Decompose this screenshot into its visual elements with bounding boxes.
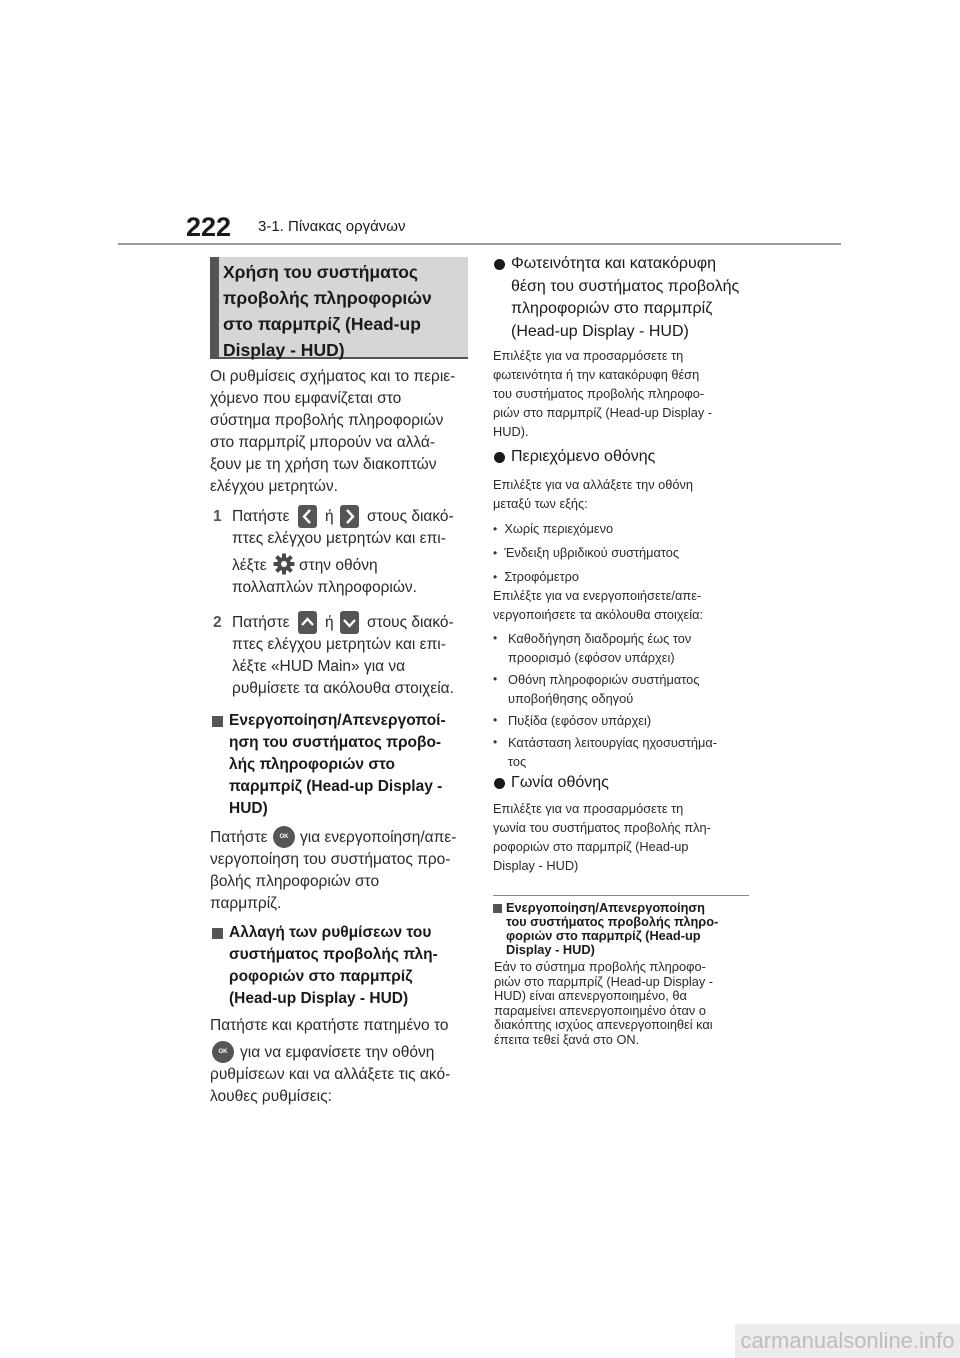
section-title-line: στο παρμπρίζ (Head-up bbox=[223, 314, 421, 334]
left-arrow-key-icon bbox=[298, 505, 317, 528]
step-1-text-line4: πολλαπλών πληροφοριών. bbox=[232, 579, 417, 596]
note-heading bbox=[506, 901, 756, 957]
step-2-text-b: ή bbox=[325, 614, 334, 631]
step-1-text-b: ή bbox=[325, 508, 334, 525]
gear-icon bbox=[273, 553, 295, 575]
text-line: ξουν με τη χρήση των διακοπτών bbox=[210, 456, 437, 473]
text-line: φωτεινότητα ή την κατακόρυφη θέση bbox=[493, 367, 700, 382]
p2-text-line3: ρυθμίσεων και να αλλάξετε τις ακό- bbox=[210, 1066, 451, 1083]
text-line: HUD) είναι απενεργοποιημένο, θα bbox=[494, 988, 687, 1003]
text-line: Display - HUD) bbox=[493, 858, 579, 873]
text-line: ροφοριών στο παρμπρίζ (Head-up bbox=[493, 839, 689, 854]
step-1-text-c: στους διακό- bbox=[367, 508, 454, 525]
p1-text-b: για ενεργοποίηση/απε- bbox=[300, 829, 457, 846]
list-item: • Καθοδήγηση διαδρομής έως τον προορισμό (εφόσον υπάρχει) bbox=[493, 631, 692, 665]
bullet-dot bbox=[494, 452, 505, 463]
p1-text-line4: παρμπρίζ. bbox=[210, 895, 282, 912]
heading-display-content: Περιεχόμενο οθόνης bbox=[511, 448, 656, 465]
note-separator bbox=[493, 895, 749, 896]
text-line: έπειτα τεθεί ξανά στο ON. bbox=[494, 1031, 640, 1047]
text-line: χόμενο που εμφανίζεται στο bbox=[210, 390, 402, 407]
heading-line: HUD) bbox=[229, 800, 268, 817]
p2-text-line4: λουθες ρυθμίσεις: bbox=[210, 1088, 332, 1105]
heading-square-marker bbox=[212, 716, 223, 727]
text-line: στο παρμπρίζ μπορούν να αλλά- bbox=[210, 434, 436, 451]
heading-line: Ενεργοποίηση/Απενεργοποί- bbox=[229, 712, 446, 729]
watermark: carmanualsonline.info bbox=[735, 1324, 960, 1358]
heading-line: (Head-up Display - HUD) bbox=[229, 990, 409, 1007]
intro-paragraph bbox=[210, 366, 472, 498]
text-line: Εάν το σύστημα προβολής πληροφο- bbox=[494, 959, 706, 974]
heading-line: Display - HUD) bbox=[506, 942, 595, 957]
step-2-text-line4: ρυθμίσετε τα ακόλουθα στοιχεία. bbox=[232, 680, 454, 697]
display-content-list bbox=[493, 517, 755, 589]
step-2-number: 2 bbox=[213, 614, 222, 631]
p1-text-a: Πατήστε bbox=[210, 829, 268, 846]
text-line: γωνία του συστήματος προβολής πλη- bbox=[493, 820, 711, 835]
display-content-text bbox=[493, 475, 755, 513]
text-line: ελέγχου μετρητών. bbox=[210, 478, 338, 495]
heading-change-settings bbox=[229, 922, 479, 1010]
text-line: σύστημα προβολής πληροφοριών bbox=[210, 412, 444, 429]
list-item: • Κατάσταση λειτουργίας ηχοσυστήμα- τος bbox=[493, 735, 717, 769]
list-item: • Ένδειξη υβριδικού συστήματος bbox=[493, 545, 680, 560]
list-item: • Στροφόμετρο bbox=[493, 569, 580, 584]
p2-text-line2: για να εμφανίσετε την οθόνη bbox=[240, 1044, 435, 1061]
down-arrow-key-icon bbox=[340, 611, 359, 634]
up-arrow-key-icon bbox=[298, 611, 317, 634]
display-angle-text bbox=[493, 799, 755, 875]
display-content-text-2 bbox=[493, 586, 755, 624]
header-rule bbox=[118, 243, 841, 245]
heading-line: ροφοριών στο παρμπρίζ bbox=[229, 968, 413, 985]
section-title-line: Χρήση του συστήματος bbox=[223, 262, 418, 282]
bullet-dot bbox=[494, 778, 505, 789]
text-line: Επιλέξτε για να αλλάξετε την οθόνη bbox=[493, 477, 694, 492]
step-1-text-a: Πατήστε bbox=[232, 508, 290, 525]
heading-line: λής πληροφοριών στο bbox=[229, 756, 395, 773]
section-title bbox=[223, 259, 463, 363]
p2-text-line1: Πατήστε και κρατήστε πατημένο το bbox=[210, 1017, 449, 1034]
heading-line: παρμπρίζ (Head-up Display - bbox=[229, 778, 443, 795]
step-1-number: 1 bbox=[213, 508, 222, 525]
chapter-title: 3-1. Πίνακας οργάνων bbox=[258, 218, 406, 235]
list-item: • Χωρίς περιεχόμενο bbox=[493, 521, 614, 536]
p1-text-line2: νεργοποίηση του συστήματος προ- bbox=[210, 851, 451, 868]
text-line: HUD). bbox=[493, 424, 529, 439]
heading-line: θέση του συστήματος προβολής bbox=[511, 277, 740, 295]
heading-line: φοριών στο παρμπρίζ (Head-up bbox=[506, 928, 701, 943]
ok-button-icon: OK bbox=[273, 826, 295, 848]
ok-button-icon: OK bbox=[212, 1041, 234, 1063]
text-line: Επιλέξτε για να ενεργοποιήσετε/απε- bbox=[493, 588, 702, 603]
heading-square-marker bbox=[212, 928, 223, 939]
heading-line: Αλλαγή των ρυθμίσεων του bbox=[229, 924, 432, 941]
text-line: Επιλέξτε για να προσαρμόσετε τη bbox=[493, 348, 684, 363]
step-2-text-line2: πτες ελέγχου μετρητών και επι- bbox=[232, 636, 446, 653]
text-line: παραμείνει απενεργοποιημένο όταν ο bbox=[494, 1002, 706, 1018]
heading-line: συστήματος προβολής πλη- bbox=[229, 946, 438, 963]
text-line: του συστήματος προβολής πληροφο- bbox=[493, 386, 705, 401]
text-line: διακόπτης ισχύος απενεργοποιηθεί και bbox=[494, 1017, 713, 1032]
step-2-text-a: Πατήστε bbox=[232, 614, 290, 631]
display-content-list-2 bbox=[493, 629, 755, 771]
text-line: Επιλέξτε για να προσαρμόσετε τη bbox=[493, 801, 684, 816]
heading-line: του συστήματος προβολής πληρο- bbox=[506, 914, 719, 929]
heading-brightness bbox=[511, 253, 761, 343]
heading-display-angle: Γωνία οθόνης bbox=[511, 774, 609, 791]
section-title-line: Display - HUD) bbox=[223, 340, 345, 360]
text-line: ριών στο παρμπρίζ (Head-up Display - bbox=[494, 973, 714, 989]
heading-line: Φωτεινότητα και κατακόρυφη bbox=[511, 255, 716, 272]
note-body bbox=[494, 960, 756, 1047]
step-1-text-line2: πτες ελέγχου μετρητών και επι- bbox=[232, 530, 446, 547]
text-line: μεταξύ των εξής: bbox=[493, 496, 588, 511]
text-line: νεργοποιήσετε τα ακόλουθα στοιχεία: bbox=[493, 607, 704, 622]
heading-enable-disable bbox=[229, 710, 479, 820]
section-title-line: προβολής πληροφοριών bbox=[223, 288, 432, 308]
bullet-dot bbox=[494, 259, 505, 270]
heading-line: ηση του συστήματος προβο- bbox=[229, 734, 442, 751]
heading-line: Ενεργοποίηση/Απενεργοποίηση bbox=[506, 900, 705, 915]
brightness-text bbox=[493, 346, 755, 441]
step-2-text-c: στους διακό- bbox=[367, 614, 454, 631]
list-item: • Οθόνη πληροφοριών συστήματος υποβοήθησης οδηγού bbox=[493, 672, 700, 706]
step-1-text-line3a: λέξτε bbox=[232, 557, 267, 574]
heading-line: (Head-up Display - HUD) bbox=[511, 322, 689, 340]
text-line: ριών στο παρμπρίζ (Head-up Display - bbox=[493, 405, 713, 420]
page-number: 222 bbox=[186, 212, 232, 242]
p1-text-line3: βολής πληροφοριών στο bbox=[210, 873, 380, 890]
heading-line: πληροφοριών στο παρμπρίζ bbox=[511, 300, 713, 317]
note-square-marker bbox=[493, 904, 502, 913]
step-2-text-line3: λέξτε «HUD Main» για να bbox=[232, 658, 406, 675]
text-line: Οι ρυθμίσεις σχήματος και το περιε- bbox=[210, 368, 456, 385]
list-item: • Πυξίδα (εφόσον υπάρχει) bbox=[493, 713, 652, 728]
right-arrow-key-icon bbox=[340, 505, 359, 528]
step-1-text-line3b: στην οθόνη bbox=[299, 557, 378, 574]
